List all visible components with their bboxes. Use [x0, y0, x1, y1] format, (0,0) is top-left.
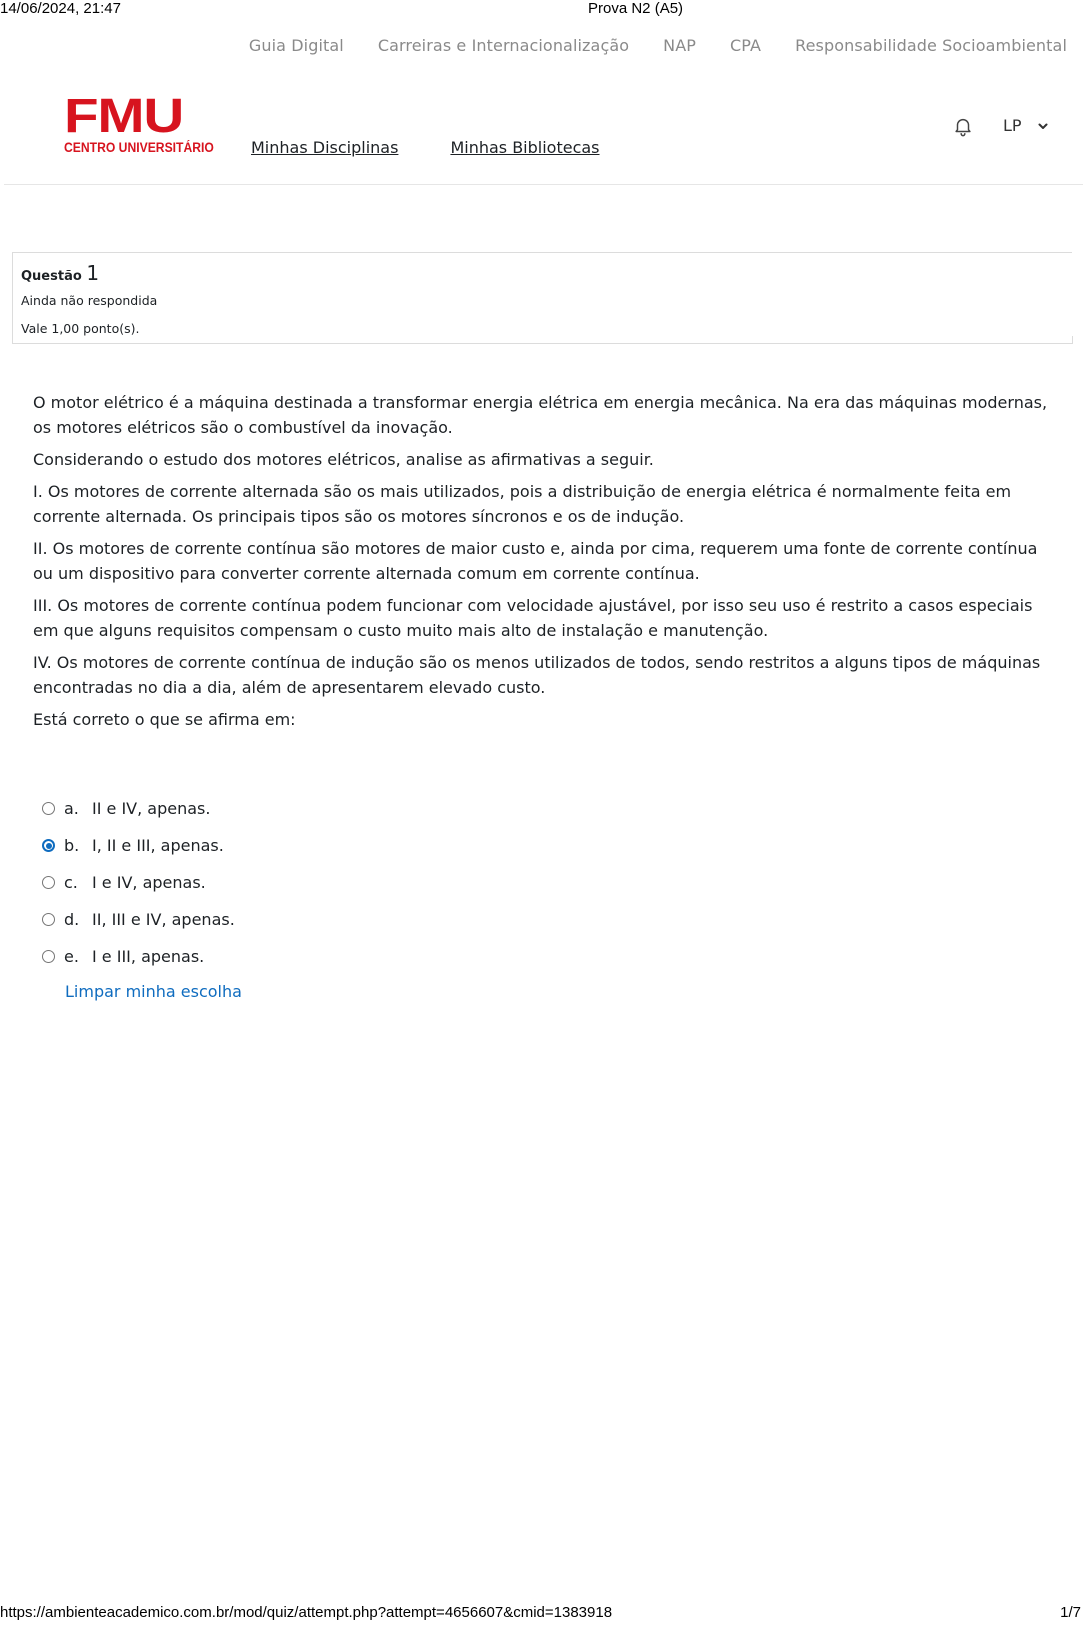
box-corner: [1068, 336, 1073, 344]
answer-text: I e IV, apenas.: [92, 873, 206, 892]
question-paragraph: I. Os motores de corrente alternada são os mais utilizados, pois a distribuição de energia elétrica é normalmente feita em corrente alternada. Os principais tipos são os motores síncronos e os de indução.: [33, 482, 1012, 526]
question-paragraph: Considerando o estudo dos motores elétricos, analise as afirmativas a seguir.: [33, 450, 654, 469]
question-paragraph: II. Os motores de corrente contínua são motores de maior custo e, ainda por cima, requerem uma fonte de corrente contínua ou um dispositivo para converter corrente alternada comum em corrente contínua.: [33, 539, 1038, 583]
top-link-carreiras[interactable]: Carreiras e Internacionalização: [377, 36, 630, 55]
question-info-box: [12, 252, 1072, 344]
answer-option-c[interactable]: [42, 864, 242, 901]
print-url: https://ambienteacademico.com.br/mod/quiz/attempt.php?attempt=4656607&cmid=1383918: [0, 1604, 613, 1621]
answer-text: II e IV, apenas.: [92, 799, 211, 818]
answer-option-a[interactable]: [42, 790, 242, 827]
question-label: Questão: [21, 269, 82, 284]
question-number: [21, 261, 99, 285]
answer-letter: a.: [64, 799, 79, 818]
print-doc-title: Prova N2 (A5): [588, 0, 684, 17]
logo-mark: FMU: [64, 90, 184, 143]
top-links: [249, 36, 1067, 55]
question-prompt: Está correto o que se afirma em:: [33, 710, 296, 729]
top-link-responsabilidade[interactable]: Responsabilidade Socioambiental: [795, 36, 1067, 55]
radio-e[interactable]: [42, 950, 55, 963]
question-paragraph: IV. Os motores de corrente contínua de indução são os menos utilizados de todos, sendo restritos a alguns tipos de máquinas encontradas no dia a dia, além de apresentarem elevado custo.: [33, 653, 1041, 697]
bell-icon[interactable]: [952, 115, 974, 137]
question-text: [33, 390, 1053, 739]
radio-c[interactable]: [42, 876, 55, 889]
question-status: Ainda não respondida: [21, 293, 158, 308]
answer-text: I, II e III, apenas.: [92, 836, 224, 855]
clear-choice-link[interactable]: Limpar minha escolha: [65, 982, 242, 1001]
user-initials: LP: [1003, 116, 1022, 135]
answer-letter: e.: [64, 947, 79, 966]
print-page-number: 1/7: [1060, 1604, 1081, 1621]
answer-text: II, III e IV, apenas.: [92, 910, 235, 929]
chevron-down-icon: [1036, 119, 1050, 133]
answer-option-e[interactable]: [42, 938, 242, 975]
answer-options: [42, 790, 242, 1001]
top-link-guia-digital[interactable]: Guia Digital: [248, 36, 344, 55]
radio-b[interactable]: [42, 839, 55, 852]
top-link-nap[interactable]: NAP: [663, 36, 697, 55]
print-footer: [0, 1603, 1087, 1625]
main-nav: [251, 138, 600, 157]
question-paragraph: O motor elétrico é a máquina destinada a transformar energia elétrica em energia mecânica. Na era das máquinas modernas, os motores elétricos são o combustível da inovação.: [33, 393, 1048, 437]
radio-a[interactable]: [42, 802, 55, 815]
answer-letter: d.: [64, 910, 80, 929]
radio-d[interactable]: [42, 913, 55, 926]
answer-text: I e III, apenas.: [92, 947, 205, 966]
print-header: [0, 0, 1087, 18]
answer-letter: c.: [64, 873, 78, 892]
question-number-value: 1: [86, 261, 100, 285]
question-points: Vale 1,00 ponto(s).: [21, 321, 140, 336]
nav-minhas-bibliotecas[interactable]: Minhas Bibliotecas: [450, 138, 600, 157]
top-link-cpa[interactable]: CPA: [730, 36, 762, 55]
print-datetime: 14/06/2024, 21:47: [0, 0, 121, 17]
answer-option-b[interactable]: [42, 827, 242, 864]
answer-option-d[interactable]: [42, 901, 242, 938]
user-menu[interactable]: [1003, 116, 1050, 135]
fmu-logo[interactable]: [64, 90, 214, 158]
answer-letter: b.: [64, 836, 80, 855]
question-paragraph: III. Os motores de corrente contínua podem funcionar com velocidade ajustável, por isso seu uso é restrito a casos especiais em que alguns requisitos compensam o custo muito mais alto de instalação e manutenção.: [33, 596, 1033, 640]
nav-minhas-disciplinas[interactable]: Minhas Disciplinas: [251, 138, 399, 157]
logo-subtitle: CENTRO UNIVERSITÁRIO: [64, 140, 214, 155]
header-divider: [4, 184, 1083, 185]
